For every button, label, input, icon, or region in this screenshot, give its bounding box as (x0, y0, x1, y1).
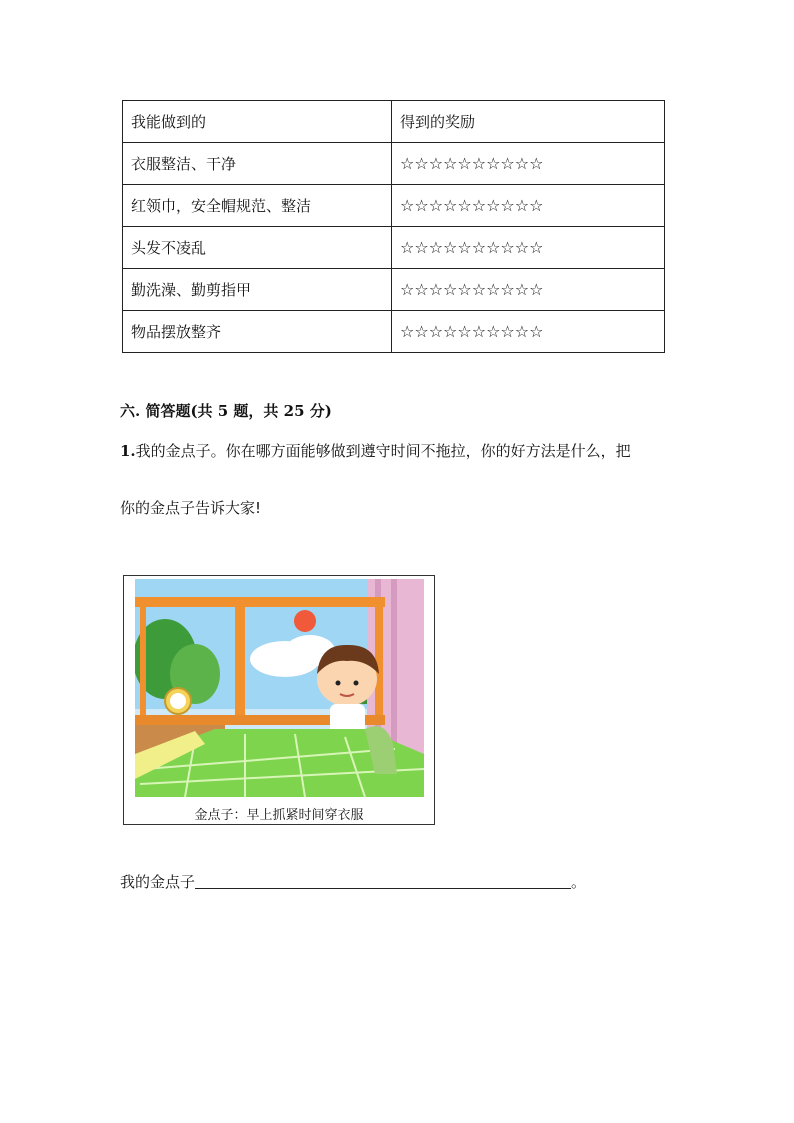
table-row (123, 185, 665, 227)
answer-line (120, 871, 586, 892)
figure-caption: 金点子：早上抓紧时间穿衣服 (194, 808, 364, 823)
row-item: 衣服整洁、干净 (123, 143, 392, 185)
row-item: 红领巾，安全帽规范、整洁 (123, 185, 392, 227)
question-number: 1. (120, 442, 136, 460)
table-row (123, 269, 665, 311)
table-row (123, 311, 665, 353)
table-header-row (123, 101, 665, 143)
table-row (123, 143, 665, 185)
row-item: 勤洗澡、勤剪指甲 (123, 269, 392, 311)
row-reward-stars: ☆☆☆☆☆☆☆☆☆☆ (392, 185, 665, 227)
row-item: 物品摆放整齐 (123, 311, 392, 353)
row-item: 头发不凌乱 (123, 227, 392, 269)
section-title: 六. 简答题(共 5 题，共 25 分) (120, 402, 332, 420)
table-row (123, 227, 665, 269)
boy-making-bed-illustration (135, 579, 424, 797)
question-line-1 (120, 440, 631, 461)
rewards-table (122, 100, 665, 353)
row-reward-stars: ☆☆☆☆☆☆☆☆☆☆ (392, 143, 665, 185)
row-reward-stars: ☆☆☆☆☆☆☆☆☆☆ (392, 311, 665, 353)
illustration-figure (123, 575, 435, 825)
header-cell-ability: 我能做到的 (123, 101, 392, 143)
question-text-1: 我的金点子。你在哪方面能够做到遵守时间不拖拉，你的好方法是什么，把 (135, 442, 631, 460)
answer-blank[interactable] (195, 874, 571, 889)
row-reward-stars: ☆☆☆☆☆☆☆☆☆☆ (392, 227, 665, 269)
answer-label: 我的金点子 (120, 873, 196, 891)
row-reward-stars: ☆☆☆☆☆☆☆☆☆☆ (392, 269, 665, 311)
question-line-2: 你的金点子告诉大家! (120, 499, 262, 517)
answer-end-punct: 。 (571, 873, 587, 891)
header-cell-reward: 得到的奖励 (392, 101, 665, 143)
